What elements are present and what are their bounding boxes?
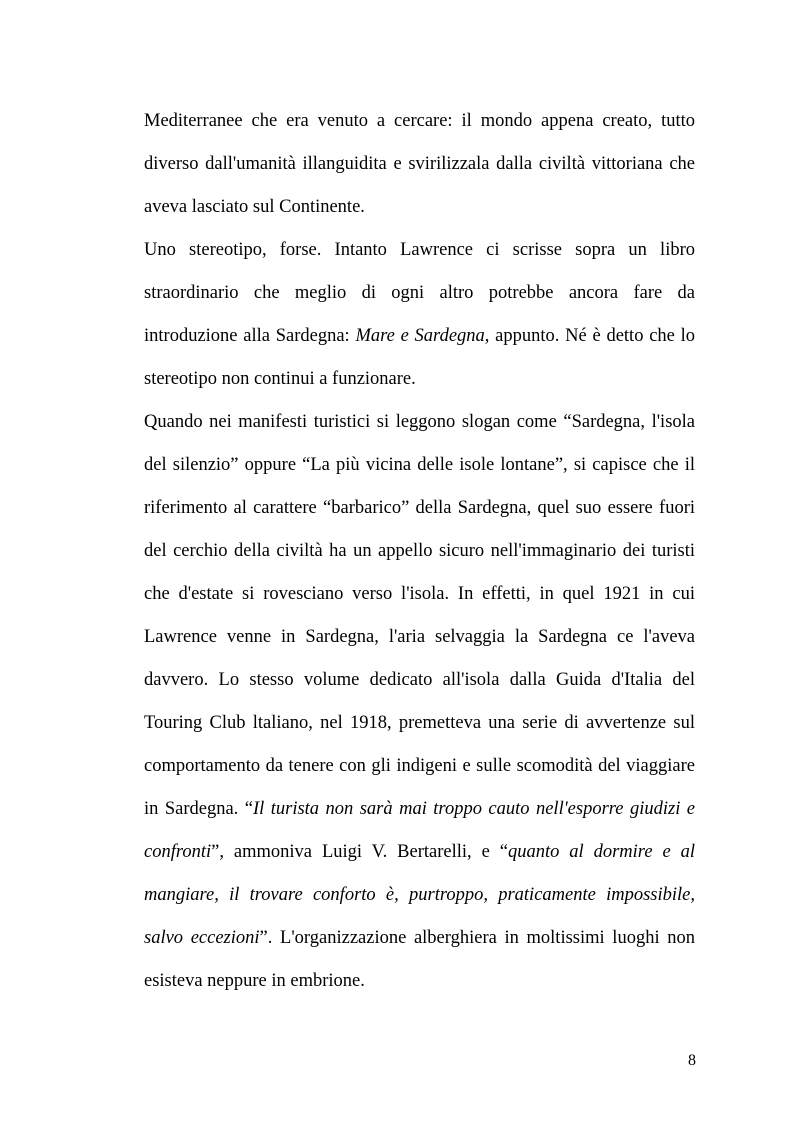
text-run: ”, ammoniva Luigi V. Bertarelli, e “ — [211, 842, 508, 862]
quotation: quanto al dormire e al mangiare, il trovare conforto è, purtroppo, praticamente impossibile, salvo eccezioni — [144, 842, 695, 948]
book-title: Mare e Sardegna — [355, 326, 485, 346]
page-body — [144, 100, 695, 1003]
text-run: Quando nei manifesti turistici si leggono slogan come “Sardegna, l'isola del silenzio” oppure “La più vicina delle isole lontane”, si capisce che il riferimento al carattere “barbarico” della Sardegna, quel suo essere fuori del cerchio della civiltà ha un appello sicuro nell'immaginario dei turisti che d'estate si rovesciano verso l'isola. In effetti, in quel 1921 in cui Lawrence venne in Sardegna, l'aria selvaggia la Sardegna ce l'aveva davvero. Lo stesso volume dedicato all'isola dalla Guida d'Italia del Touring Club ltaliano, nel 1918, premetteva una serie di avvertenze sul comportamento da tenere con gli indigeni e sulle scomodità del viaggiare in Sardegna. “ — [144, 412, 695, 819]
text-run: ”. L'organizzazione alberghiera in moltissimi luoghi non esisteva neppure in embrione. — [144, 928, 696, 991]
text-run: , appunto. Né è detto che lo stereotipo non continui a funzionare. — [144, 326, 696, 389]
quotation: Il turista non sarà mai troppo cauto nell'esporre giudizi e confronti — [144, 799, 695, 862]
page-number: 8 — [688, 1052, 696, 1069]
paragraph — [144, 401, 695, 1003]
paragraph — [144, 229, 695, 401]
text-run: Uno stereotipo, forse. Intanto Lawrence ci scrisse sopra un libro straordinario che meglio di ogni altro potrebbe ancora fare da introduzione alla Sardegna: — [144, 240, 695, 346]
paragraph: Mediterranee che era venuto a cercare: il mondo appena creato, tutto diverso dall'umanità illanguidita e svirilizzala dalla civiltà vittoriana che aveva lasciato sul Continente. — [144, 111, 695, 217]
